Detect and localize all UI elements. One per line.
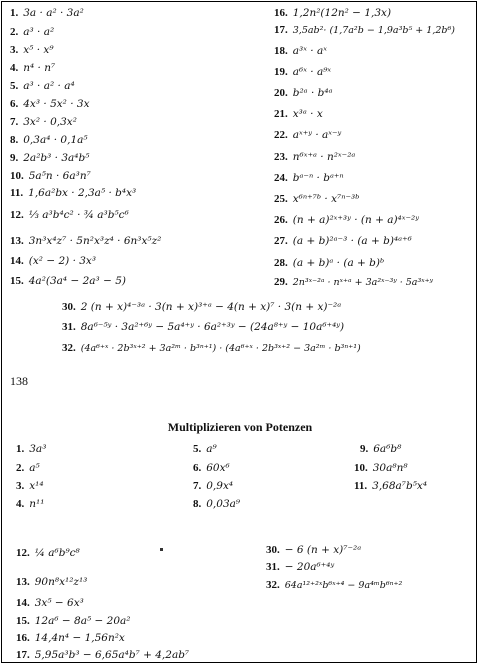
exercise-8	[10, 135, 88, 146]
solution-expression: 90n⁸x¹²z¹³	[34, 576, 88, 588]
solution-number: 16.	[16, 632, 30, 644]
print-speck	[160, 548, 163, 551]
solution-number: 17.	[16, 649, 30, 661]
exercise-number: 2.	[10, 26, 19, 38]
solution-32	[266, 580, 402, 591]
solution-expression: 3x⁵ − 6x³	[34, 597, 84, 609]
solution-5	[193, 444, 217, 455]
exercise-11	[10, 188, 136, 199]
exercise-number: 14.	[10, 255, 24, 267]
exercise-expression: (a + b)²ᵃ⁻³ · (a + b)⁴ᵃ⁺⁶	[292, 235, 412, 247]
solution-2	[16, 463, 40, 474]
exercise-expression: 3,5ab²· (1,7a²b − 1,9a³b⁵ + 1,2b⁶)	[292, 25, 455, 36]
solution-number: 2.	[16, 462, 25, 474]
exercise-number: 13.	[10, 235, 24, 247]
solution-expression: 64a¹²⁺²ˣb⁶ˣ⁺⁴ − 9a⁴ᵐb⁶ⁿ⁺²	[284, 580, 403, 591]
exercise-25	[274, 194, 359, 205]
solution-3	[16, 481, 44, 492]
solution-expression: a⁹	[206, 443, 217, 455]
exercise-29	[274, 277, 433, 288]
exercise-expression: 3a · a² · 3a²	[23, 7, 84, 19]
exercise-expression: 0,3a⁴ · 0,1a⁵	[23, 134, 88, 146]
solution-11	[354, 481, 427, 492]
solution-7	[193, 481, 233, 492]
exercise-expression: 5a⁵n · 6a³n⁷	[28, 170, 91, 182]
exercise-number: 25.	[274, 193, 288, 205]
exercise-expression: (x² − 2) · 3x³	[28, 255, 97, 267]
exercise-expression: 1,2n²(12n² − 1,3x)	[292, 7, 392, 19]
exercise-number: 1.	[10, 7, 19, 19]
exercise-expression: 3n³x⁴z⁷ · 5n²x³z⁴ · 6n³x⁵z²	[28, 235, 162, 247]
solution-expression: 3,68a⁷b⁵x⁴	[372, 480, 428, 492]
page-number: 138	[10, 374, 28, 388]
solution-expression: ¼ a⁶b⁹c⁸	[34, 547, 80, 559]
exercise-12	[10, 210, 129, 221]
exercise-expression: (n + a)²ˣ⁺³ʸ · (n + a)⁴ˣ⁻²ʸ	[292, 214, 419, 226]
exercise-expression: n⁶ˣ⁺ᵃ · n²ˣ⁻²ᵃ	[292, 151, 356, 163]
exercise-expression: 2n³ˣ⁻²ᵃ · nˣ⁺ᵃ + 3a²ˣ⁻³ʸ · 5a³ˣ⁺ʸ	[292, 277, 434, 288]
solution-number: 3.	[16, 480, 25, 492]
exercise-number: 30.	[62, 301, 76, 313]
exercise-5	[10, 81, 75, 92]
solution-number: 7.	[193, 480, 202, 492]
solution-expression: 3a³	[29, 443, 47, 455]
exercise-number: 15.	[10, 275, 24, 287]
solution-number: 11.	[354, 480, 368, 492]
solution-number: 31.	[266, 561, 280, 573]
solution-expression: a⁵	[29, 462, 40, 474]
exercise-expression: (a + b)ᵃ · (a + b)ᵇ	[292, 257, 385, 269]
exercise-expression: x⁵ · x⁹	[23, 44, 54, 56]
solution-number: 32.	[266, 579, 280, 591]
solution-13	[16, 577, 87, 588]
solution-expression: 12a⁶ − 8a⁵ − 20a²	[34, 615, 131, 627]
solution-16	[16, 633, 125, 644]
exercise-24	[274, 173, 344, 184]
solution-9	[360, 444, 401, 455]
exercise-expression: 8a⁶⁻⁵ʸ · 3a²⁺⁶ʸ − 5a⁴⁺ʸ · 6a²⁺³ʸ − (24a⁸⁺ʸ − 10a⁶⁺⁴ʸ)	[80, 321, 345, 333]
exercise-number: 19.	[274, 66, 288, 78]
solution-expression: − 6 (n + x)⁷⁻²ᵃ	[284, 544, 362, 556]
exercise-expression: a³ˣ · aˣ	[292, 45, 327, 57]
exercise-number: 26.	[274, 214, 288, 226]
exercise-expression: a⁶ˣ · a⁹ˣ	[292, 66, 332, 78]
exercise-7	[10, 117, 77, 128]
solution-15	[16, 616, 131, 627]
exercise-15	[10, 276, 126, 287]
solution-31	[266, 562, 334, 573]
exercise-21	[274, 109, 323, 120]
exercise-number: 31.	[62, 321, 76, 333]
solution-number: 14.	[16, 597, 30, 609]
solution-14	[16, 598, 84, 609]
solution-expression: 30a⁸n⁸	[372, 462, 408, 474]
solution-expression: 14,4n⁴ − 1,56n²x	[34, 632, 125, 644]
solution-expression: x¹⁴	[29, 480, 44, 492]
exercise-number: 32.	[62, 342, 76, 354]
exercise-10	[10, 171, 91, 182]
exercise-number: 18.	[274, 45, 288, 57]
exercise-18	[274, 46, 327, 57]
exercise-4	[10, 63, 55, 74]
solution-4	[16, 499, 44, 510]
exercise-expression: (4a⁶⁺ˣ · 2b³ˣ⁺² + 3a²ᵐ · b³ⁿ⁺¹) · (4a⁶⁺ˣ · 2b³ˣ⁺² − 3a²ᵐ · b³ⁿ⁺¹)	[80, 343, 361, 354]
exercise-number: 3.	[10, 44, 19, 56]
exercise-expression: 4a²(3a⁴ − 2a³ − 5)	[28, 275, 127, 287]
solution-expression: 60x⁶	[206, 462, 230, 474]
exercise-19	[274, 67, 331, 78]
solution-6	[193, 463, 230, 474]
solution-expression: 0,03a⁹	[206, 498, 241, 510]
solution-8	[193, 499, 240, 510]
solution-10	[354, 463, 408, 474]
solution-number: 10.	[354, 462, 368, 474]
exercise-number: 16.	[274, 7, 288, 19]
exercise-28	[274, 258, 384, 269]
exercise-expression: 3x² · 0,3x²	[23, 116, 77, 128]
solution-number: 9.	[360, 443, 369, 455]
exercise-9	[10, 153, 89, 164]
exercise-expression: 2a²b³ · 3a⁴b⁵	[23, 152, 90, 164]
exercise-number: 6.	[10, 98, 19, 110]
solution-number: 12.	[16, 547, 30, 559]
exercise-14	[10, 256, 96, 267]
exercise-number: 7.	[10, 116, 19, 128]
solution-expression: 0,9x⁴	[206, 480, 234, 492]
solution-number: 4.	[16, 498, 25, 510]
exercise-number: 4.	[10, 62, 19, 74]
exercise-3	[10, 45, 54, 56]
solution-30	[266, 545, 361, 556]
exercise-27	[274, 236, 412, 247]
exercise-expression: bᵃ⁻ⁿ · bᵃ⁺ⁿ	[292, 172, 344, 184]
solution-expression: 5,95a³b³ − 6,65a⁴b⁷ + 4,2ab⁷	[34, 649, 190, 661]
exercise-23	[274, 152, 355, 163]
exercise-expression: n⁴ · n⁷	[23, 62, 56, 74]
solution-expression: n¹¹	[29, 498, 45, 510]
exercise-20	[274, 88, 333, 99]
solution-12	[16, 548, 80, 559]
exercise-number: 22.	[274, 129, 288, 141]
exercise-17	[274, 25, 455, 36]
exercise-expression: aˣ⁺ʸ · aˣ⁻ʸ	[292, 129, 342, 141]
exercise-number: 8.	[10, 134, 19, 146]
exercise-expression: a³ · a² · a⁴	[23, 80, 75, 92]
exercise-30	[62, 302, 341, 313]
exercise-number: 5.	[10, 80, 19, 92]
exercise-number: 28.	[274, 257, 288, 269]
exercise-number: 10.	[10, 170, 24, 182]
exercise-number: 29.	[274, 276, 288, 288]
exercise-26	[274, 215, 419, 226]
exercise-number: 20.	[274, 87, 288, 99]
exercise-expression: x⁶ⁿ⁺⁷ᵇ · x⁷ⁿ⁻³ᵇ	[292, 193, 360, 205]
textbook-page	[1, 1, 477, 663]
solution-number: 8.	[193, 498, 202, 510]
exercise-number: 9.	[10, 152, 19, 164]
solution-number: 6.	[193, 462, 202, 474]
exercise-16	[274, 8, 391, 19]
exercise-expression: b²ᵃ · b⁴ᵃ	[292, 87, 333, 99]
exercise-number: 17.	[274, 24, 288, 36]
exercise-expression: a³ · a²	[23, 26, 55, 38]
exercise-number: 27.	[274, 235, 288, 247]
exercise-13	[10, 236, 161, 247]
solution-expression: − 20a⁶⁺⁴ʸ	[284, 561, 335, 573]
solution-number: 30.	[266, 544, 280, 556]
exercise-expression: 2 (n + x)⁴⁻³ᵃ · 3(n + x)³⁺ᵃ − 4(n + x)⁷ · 3(n + x)⁻²ᵃ	[80, 301, 342, 313]
exercise-number: 21.	[274, 108, 288, 120]
solutions-heading: Multiplizieren von Potenzen	[167, 420, 313, 434]
exercise-6	[10, 99, 90, 110]
exercise-expression: 4x³ · 5x² · 3x	[23, 98, 90, 110]
solution-1	[16, 444, 46, 455]
exercise-expression: 1,6a²bx · 2,3a⁵ · b⁴x³	[28, 187, 137, 199]
exercise-number: 23.	[274, 151, 288, 163]
exercise-expression: x³ᵃ · x	[292, 108, 323, 120]
exercise-2	[10, 27, 54, 38]
exercise-31	[62, 322, 344, 333]
solution-number: 1.	[16, 443, 25, 455]
solution-expression: 6a⁶b⁸	[373, 443, 402, 455]
solution-number: 13.	[16, 576, 30, 588]
solution-number: 15.	[16, 615, 30, 627]
exercise-1	[10, 8, 84, 19]
solution-number: 5.	[193, 443, 202, 455]
exercise-number: 12.	[10, 209, 24, 221]
exercise-number: 24.	[274, 172, 288, 184]
exercise-expression: ⅓ a³b⁴c² · ¾ a³b⁵c⁶	[28, 209, 129, 221]
exercise-number: 11.	[10, 187, 24, 199]
exercise-22	[274, 130, 341, 141]
exercise-32	[62, 343, 361, 354]
solution-17	[16, 650, 189, 661]
